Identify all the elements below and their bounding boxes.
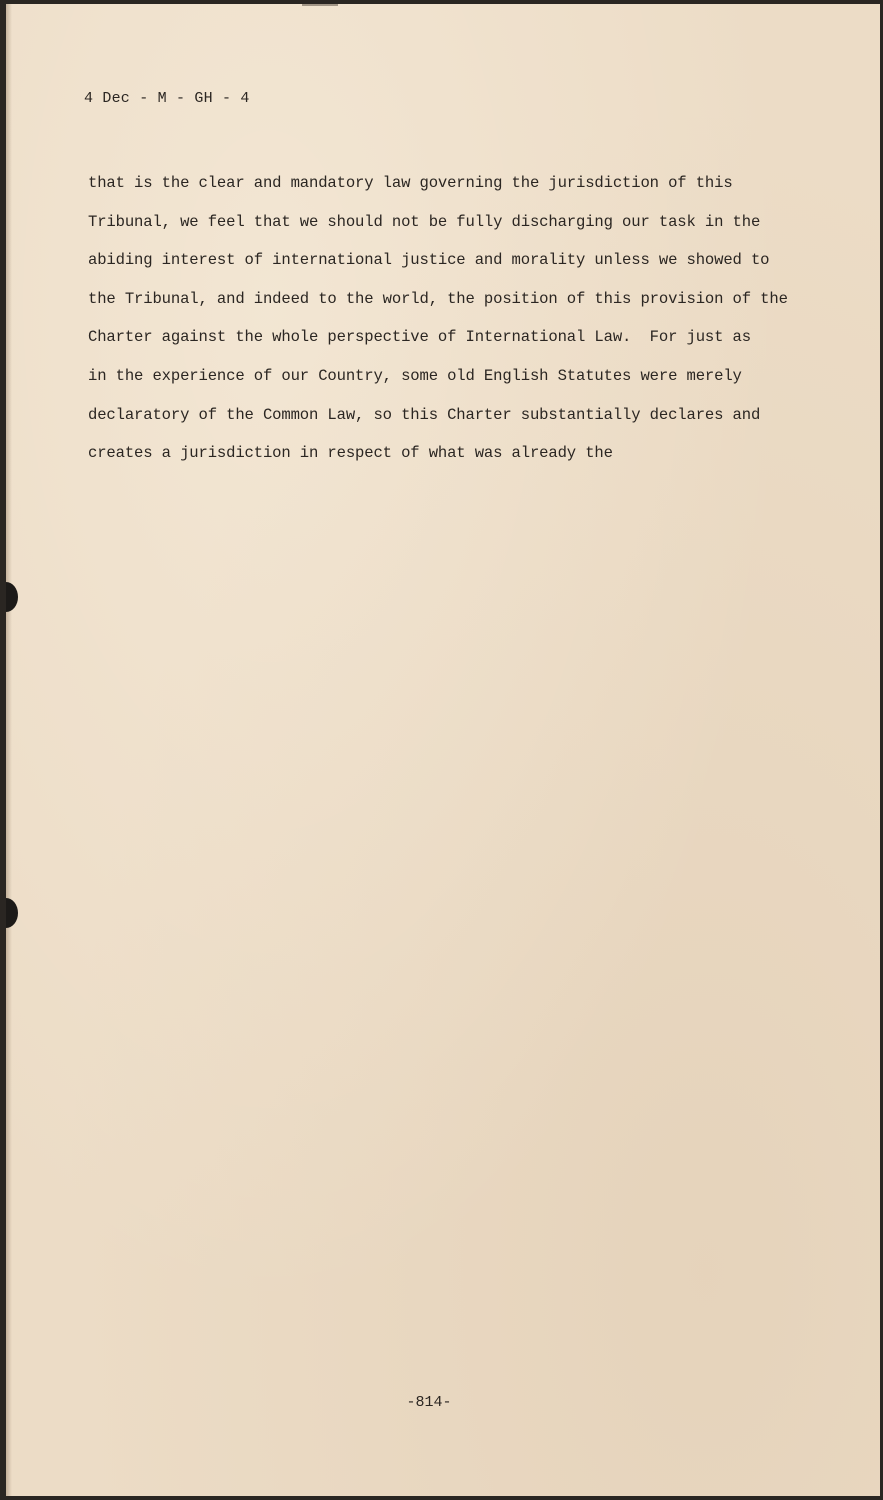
page-number: -814- xyxy=(406,1394,452,1411)
punch-hole-upper xyxy=(6,582,18,612)
top-edge-mark xyxy=(302,4,338,6)
punch-hole-lower xyxy=(6,898,18,928)
text-line: creates a jurisdiction in respect of what was already the xyxy=(88,444,613,463)
document-page xyxy=(6,4,880,1496)
text-line: the Tribunal, and indeed to the world, the position of this provision of the xyxy=(88,289,788,308)
body-paragraph xyxy=(88,164,848,473)
text-line: that is the clear and mandatory law governing the jurisdiction of this xyxy=(88,174,733,192)
text-line: Charter against the whole perspective of International Law. For just as xyxy=(88,328,751,347)
text-line: Tribunal, we feel that we should not be fully discharging our task in the xyxy=(88,212,761,231)
page-header: 4 Dec - M - GH - 4 xyxy=(84,90,250,107)
text-line: in the experience of our Country, some old English Statutes were merely xyxy=(88,366,742,385)
text-line: abiding interest of international justice and morality unless we showed to xyxy=(88,251,770,270)
text-line: declaratory of the Common Law, so this Charter substantially declares and xyxy=(88,405,761,424)
page-edge-shadow xyxy=(6,4,12,1496)
